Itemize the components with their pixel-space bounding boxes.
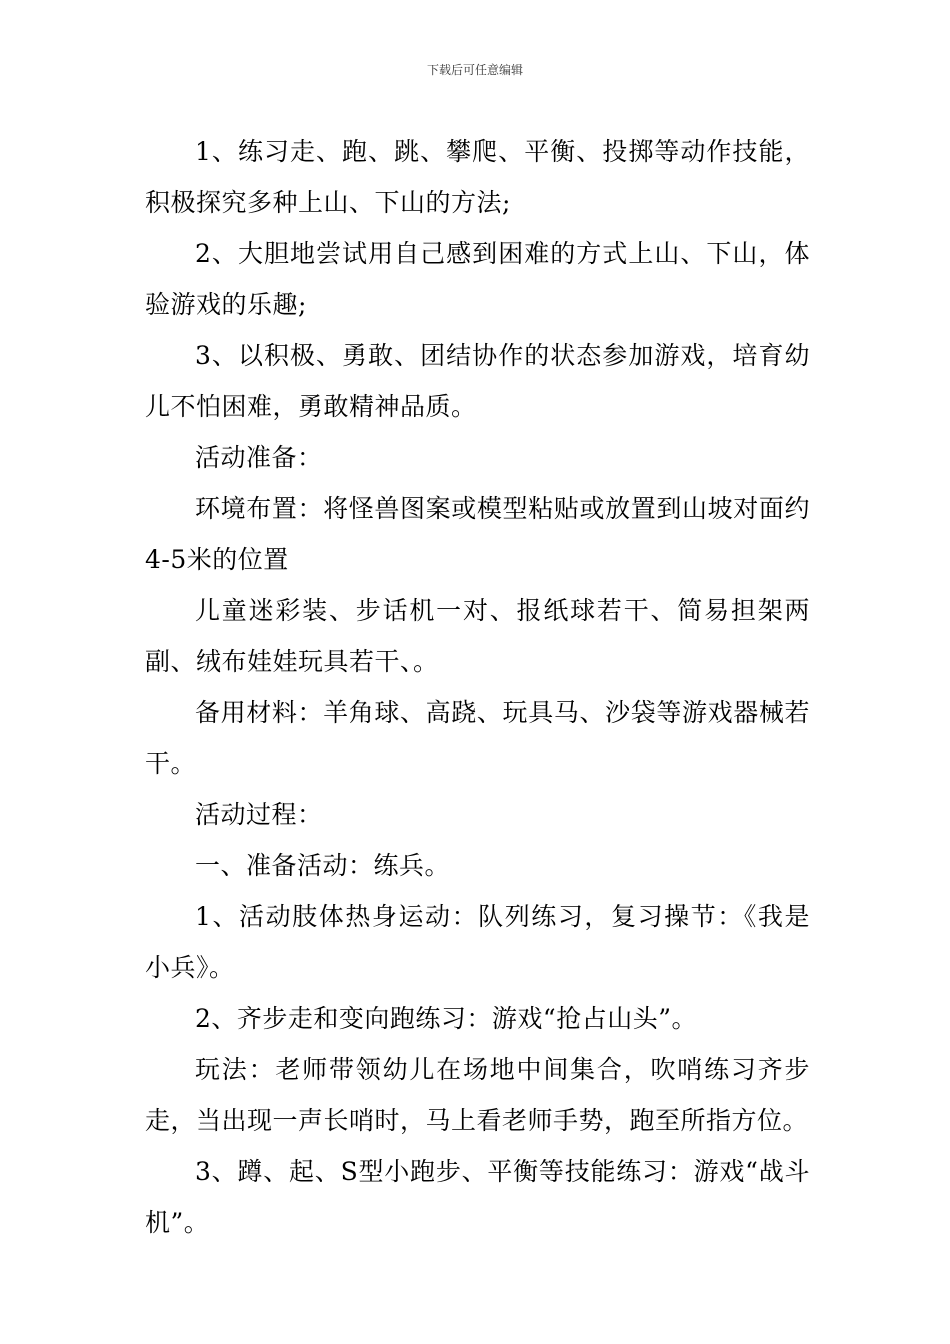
goal-2-paragraph: 2、大胆地尝试用自己感到困难的方式上山、下山，体验游戏的乐趣; bbox=[145, 239, 810, 319]
materials-paragraph: 儿童迷彩装、步话机一对、报纸球若干、简易担架两副、绒布娃娃玩具若干、。 bbox=[145, 596, 810, 676]
backup-materials-paragraph: 备用材料：羊角球、高跷、玩具马、沙袋等游戏器械若干。 bbox=[145, 698, 810, 778]
document-body bbox=[145, 126, 810, 1248]
process-heading: 活动过程： bbox=[195, 800, 323, 829]
warmup-section-heading: 一、准备活动：练兵。 bbox=[195, 851, 451, 880]
goal-1-paragraph: 1、练习走、跑、跳、攀爬、平衡、投掷等动作技能，积极探究多种上山、下山的方法; bbox=[145, 137, 810, 217]
environment-setup-paragraph: 环境布置：将怪兽图案或模型粘贴或放置到山坡对面约4-5米的位置 bbox=[145, 494, 810, 574]
goal-3-paragraph: 3、以积极、勇敢、团结协作的状态参加游戏，培育幼儿不怕困难，勇敢精神品质。 bbox=[145, 341, 810, 421]
page-header-note: 下载后可任意编辑 bbox=[426, 63, 523, 77]
step-3-paragraph: 3、蹲、起、S型小跑步、平衡等技能练习：游戏“战斗机”。 bbox=[145, 1157, 810, 1237]
preparation-heading: 活动准备： bbox=[195, 443, 323, 472]
gameplay-paragraph: 玩法：老师带领幼儿在场地中间集合，吹哨练习齐步走，当出现一声长哨时，马上看老师手势，跑至所指方位。 bbox=[145, 1055, 810, 1135]
step-1-paragraph: 1、活动肢体热身运动：队列练习，复习操节：《我是小兵》。 bbox=[145, 902, 810, 982]
step-2-paragraph: 2、齐步走和变向跑练习：游戏“抢占山头”。 bbox=[195, 1004, 697, 1033]
